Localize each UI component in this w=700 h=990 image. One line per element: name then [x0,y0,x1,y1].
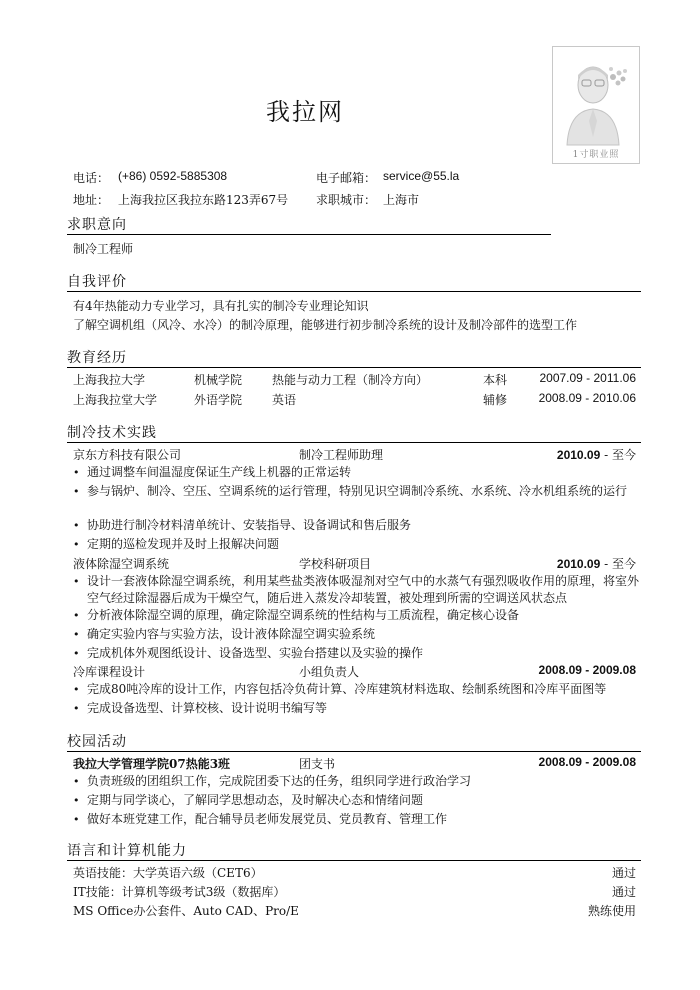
practice-entry-header [73,446,636,462]
city-value: 上海市 [383,193,420,207]
organization: 我拉大学管理学院07热能3班 [73,757,231,771]
city-label: 求职城市： [316,193,377,207]
objective-value: 制冷工程师 [73,242,134,256]
period-end: 2009.08 [592,663,636,677]
period: 2007.09 - 2011.06 [539,371,636,385]
bullet-icon: • [73,609,80,622]
major: 热能与动力工程（制冷方向） [272,373,429,387]
bullet-icon: • [73,519,80,532]
section-title-skills: 语言和计算机能力 [67,843,187,859]
bullet-icon: • [73,485,80,498]
skill-status: 熟练使用 [587,904,636,918]
period-start: 2008.09 [538,755,582,769]
college: 机械学院 [194,373,243,387]
section-title-education: 教育经历 [67,350,127,366]
practice-entry-header [73,555,636,571]
period: 2008.09 - 2009.08 [538,663,636,677]
organization: 京东方科技有限公司 [73,448,182,462]
skill-row [73,902,636,918]
bullet-icon: • [73,813,80,826]
phone-label: 电话： [73,171,110,185]
role: 制冷工程师助理 [299,448,384,462]
photo-caption: 1寸职业照 [572,150,620,160]
section-divider [67,234,551,235]
address-label: 地址： [73,193,110,207]
skill-label: 英语技能：大学英语六级（CET6） [73,866,263,880]
period-start: 2010.09 [556,448,601,462]
bullet-icon: • [73,683,80,696]
self-eval-line: 有4年热能动力专业学习，具有扎实的制冷专业理论知识 [73,299,369,313]
education-row [73,391,636,407]
bullet-icon: • [73,628,80,641]
skill-label: IT技能：计算机等级考试3级（数据库） [73,885,286,899]
section-divider [67,442,641,443]
bullet-icon: • [73,702,80,715]
degree: 辅修 [483,393,508,407]
skill-row [73,864,636,880]
school: 上海我拉堂大学 [73,393,158,407]
self-eval-line: 了解空调机组（风冷、水冷）的制冷原理，能够进行初步制冷系统的设计及制冷部件的选型工作 [73,318,578,332]
section-title-objective: 求职意向 [67,217,127,233]
period: 2010.09 - 至今 [556,557,636,571]
section-divider [67,860,641,861]
skill-status: 通过 [611,885,636,899]
bullet-icon: • [73,575,80,588]
period: 2008.09 - 2010.06 [538,391,636,405]
period-end: 2009.08 [592,755,636,769]
skill-status: 通过 [611,866,636,880]
avatar-icon [553,47,639,163]
bullet-icon: • [73,775,80,788]
bullet-icon: • [73,794,80,807]
phone-value: (+86) 0592-5885308 [118,169,228,183]
email-label: 电子邮箱： [316,171,377,185]
section-divider [67,367,641,368]
period-start: 2010.09 [556,557,601,571]
period-start: 2008.09 [538,663,582,677]
period: 2008.09 - 2009.08 [538,755,636,769]
section-title-practice: 制冷技术实践 [67,425,157,441]
period-end: 至今 [611,557,636,571]
campus-entry-header [73,755,636,771]
major: 英语 [272,393,297,407]
role: 学校科研项目 [299,557,372,571]
role: 小组负责人 [299,665,360,679]
section-divider [67,751,641,752]
practice-entry-header [73,663,636,679]
email-value[interactable]: service@55.la [383,169,460,183]
skill-label: MS Office办公套件、Auto CAD、Pro/E [73,904,299,918]
organization: 冷库课程设计 [73,665,146,679]
school: 上海我拉大学 [73,373,146,387]
section-divider [67,291,641,292]
bullet-icon: • [73,466,80,479]
section-title-self-evaluation: 自我评价 [67,274,127,290]
role: 团支书 [299,757,336,771]
period-end: 至今 [611,448,636,462]
bullet-icon: • [73,538,80,551]
photo-placeholder [552,46,640,164]
resume-name: 我拉网 [266,98,344,126]
bullet-icon: • [73,647,80,660]
section-title-campus: 校园活动 [67,734,127,750]
address-value: 上海我拉区我拉东路123弄67号 [118,193,289,207]
skill-row [73,883,636,899]
education-row [73,371,636,387]
organization: 液体除湿空调系统 [73,557,170,571]
period: 2010.09 - 至今 [556,448,636,462]
college: 外语学院 [194,393,243,407]
degree: 本科 [483,373,508,387]
